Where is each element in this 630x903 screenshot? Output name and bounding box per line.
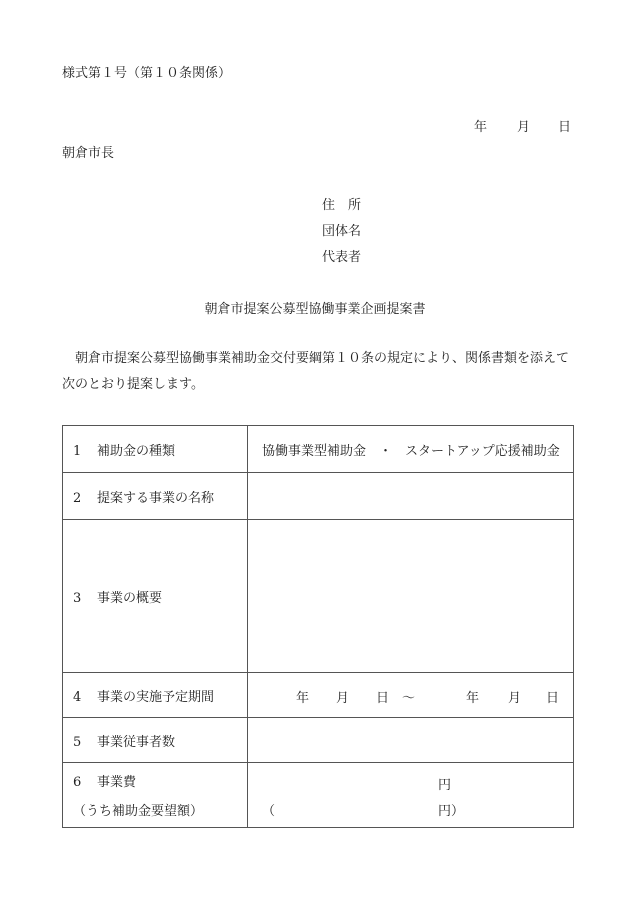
project-cost-field[interactable] (248, 763, 574, 828)
table-row (63, 473, 574, 520)
subsidy-yen-close: 円） (438, 804, 465, 819)
row-label (63, 473, 248, 520)
addressee: 朝倉市長 (62, 146, 115, 161)
date-month: 月 (517, 120, 531, 135)
project-name-field[interactable] (248, 473, 574, 520)
row-label (63, 673, 248, 718)
row-number: 1 (73, 443, 82, 459)
row-number: 6 (73, 775, 82, 790)
form-number: 様式第１号（第１０条関係） (62, 66, 232, 81)
project-cost-label: 事業費 (97, 775, 137, 790)
row-number: 4 (73, 689, 82, 705)
date-day: 日 (558, 120, 572, 135)
sender-organization-label: 団体名 (322, 224, 362, 239)
sender-address-label: 住 所 (322, 198, 362, 213)
table-row (63, 763, 574, 828)
period-start-day: 日 (376, 691, 390, 706)
staff-count-label: 事業従事者数 (97, 734, 176, 750)
subsidy-type-options[interactable]: 協働事業型補助金 ・ スタートアップ応援補助金 (248, 426, 574, 473)
schedule-period-label: 事業の実施予定期間 (97, 689, 215, 705)
row-number: 5 (73, 734, 82, 750)
subsidy-open-paren: （ (262, 804, 276, 819)
period-end-month: 月 (508, 691, 522, 706)
proposal-form-table (62, 425, 574, 828)
period-end-year: 年 (466, 691, 480, 706)
subsidy-type-label: 補助金の種類 (97, 443, 176, 459)
cost-yen-unit: 円 (438, 778, 452, 793)
table-row (63, 426, 574, 473)
period-start-year: 年 (296, 691, 310, 706)
row-label (63, 718, 248, 763)
period-end-day: 日 (546, 691, 560, 706)
date-year: 年 (474, 120, 488, 135)
sender-representative-label: 代表者 (322, 250, 362, 265)
row-number: 2 (73, 490, 82, 506)
project-overview-field[interactable] (248, 520, 574, 673)
period-tilde: 〜 (402, 691, 416, 706)
body-text: 朝倉市提案公募型協働事業補助金交付要綱第１０条の規定により、関係書類を添えて次のとおり提案します。 (62, 351, 570, 392)
table-row (63, 520, 574, 673)
staff-count-field[interactable] (248, 718, 574, 763)
row-label (63, 520, 248, 673)
document-title: 朝倉市提案公募型協働事業企画提案書 (204, 302, 426, 317)
requested-subsidy-label: （うち補助金要望額） (73, 804, 204, 819)
table-row (63, 718, 574, 763)
project-name-label: 提案する事業の名称 (97, 490, 215, 506)
row-label (63, 763, 248, 828)
schedule-period-field[interactable] (248, 673, 574, 718)
period-start-month: 月 (336, 691, 350, 706)
table-row (63, 673, 574, 718)
row-number: 3 (73, 590, 82, 606)
project-overview-label: 事業の概要 (97, 590, 163, 606)
date-line (474, 120, 571, 136)
row-label (63, 426, 248, 473)
